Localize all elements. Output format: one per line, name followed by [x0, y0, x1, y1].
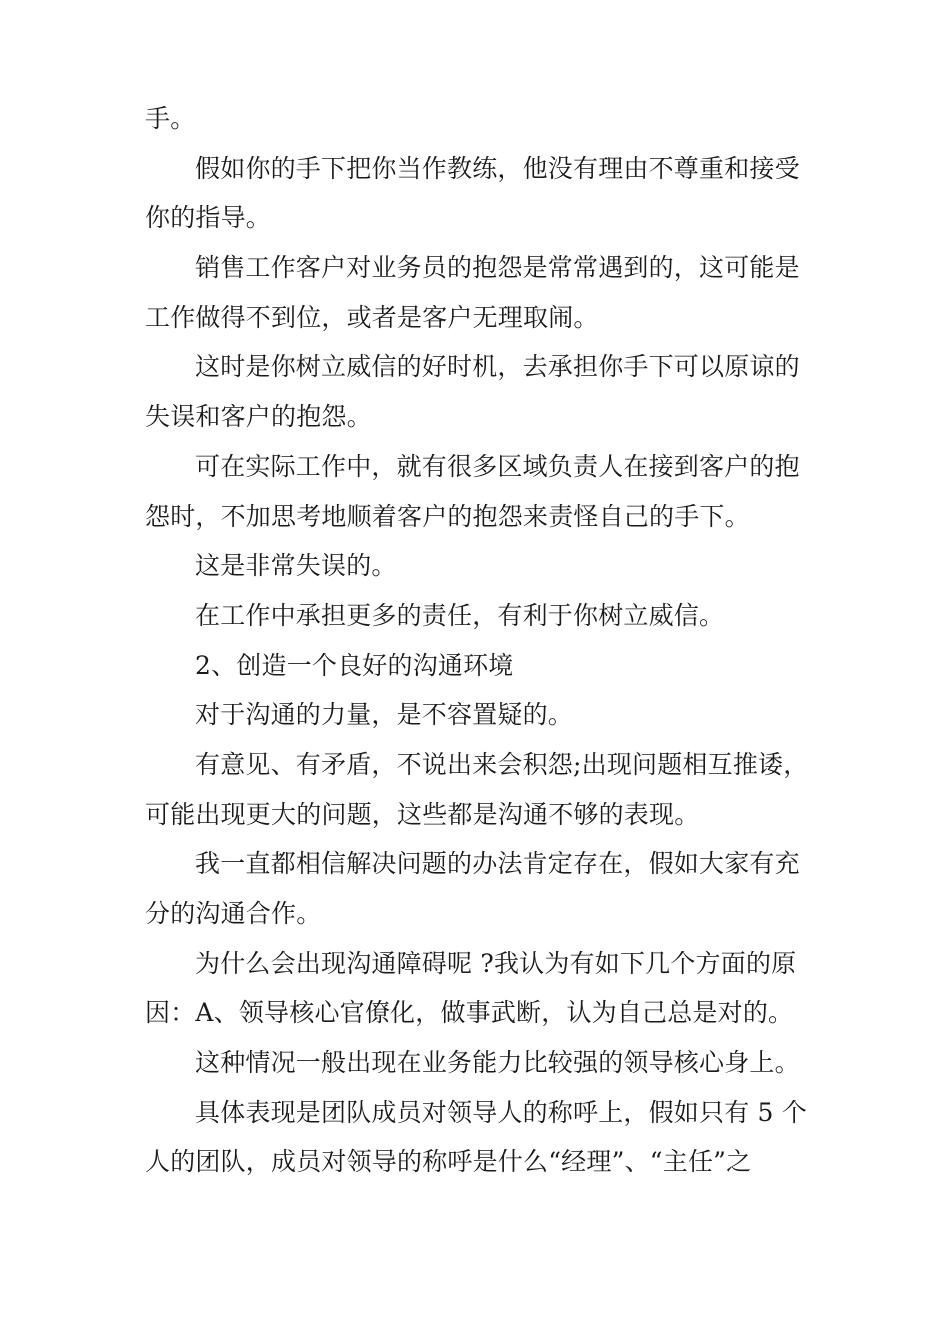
text-line: 怨时，不加思考地顺着客户的抱怨来责怪自己的手下。 — [145, 501, 750, 531]
text-line: 这种情况一般出现在业务能力比较强的领导核心身上。 — [195, 1048, 800, 1078]
text-line: 人的团队，成员对领导的称呼是什么“经理”、“主任”之 — [145, 1147, 752, 1177]
body-text — [145, 94, 815, 1187]
text-line: 销售工作客户对业务员的抱怨是常常遇到的，这可能是 — [195, 253, 800, 283]
text-line: 这时是你树立威信的好时机，去承担你手下可以原谅的 — [195, 352, 800, 382]
text-line: 分的沟通合作。 — [145, 899, 322, 928]
text-line: 失误和客户的抱怨。 — [145, 402, 372, 432]
text-line: 这是非常失误的。 — [195, 551, 397, 581]
text-line: 工作做得不到位，或者是客户无理取闹。 — [145, 302, 599, 332]
text-line: 为什么会出现沟通障碍呢 ?我认为有如下几个方面的原 — [195, 948, 797, 978]
section-heading: 2、创造一个良好的沟通环境 — [195, 650, 514, 680]
text-line: 手。 — [145, 104, 196, 133]
text-line: 可在实际工作中，就有很多区域负责人在接到客户的抱 — [195, 451, 800, 481]
text-line: 因：A、领导核心官僚化，做事武断，认为自己总是对的。 — [145, 998, 794, 1028]
text-line: 有意见、有矛盾，不说出来会积怨;出现问题相互推诿， — [195, 749, 809, 779]
text-line: 具体表现是团队成员对领导人的称呼上，假如只有 5 个 — [195, 1097, 808, 1127]
text-line: 假如你的手下把你当作教练，他没有理由不尊重和接受 — [195, 153, 800, 183]
text-line: 在工作中承担更多的责任，有利于你树立威信。 — [195, 600, 725, 630]
text-line: 对于沟通的力量，是不容置疑的。 — [195, 700, 574, 730]
text-line: 我一直都相信解决问题的办法肯定存在，假如大家有充 — [195, 849, 800, 879]
text-line: 可能出现更大的问题，这些都是沟通不够的表现。 — [145, 799, 700, 829]
text-line: 你的指导。 — [145, 203, 272, 233]
